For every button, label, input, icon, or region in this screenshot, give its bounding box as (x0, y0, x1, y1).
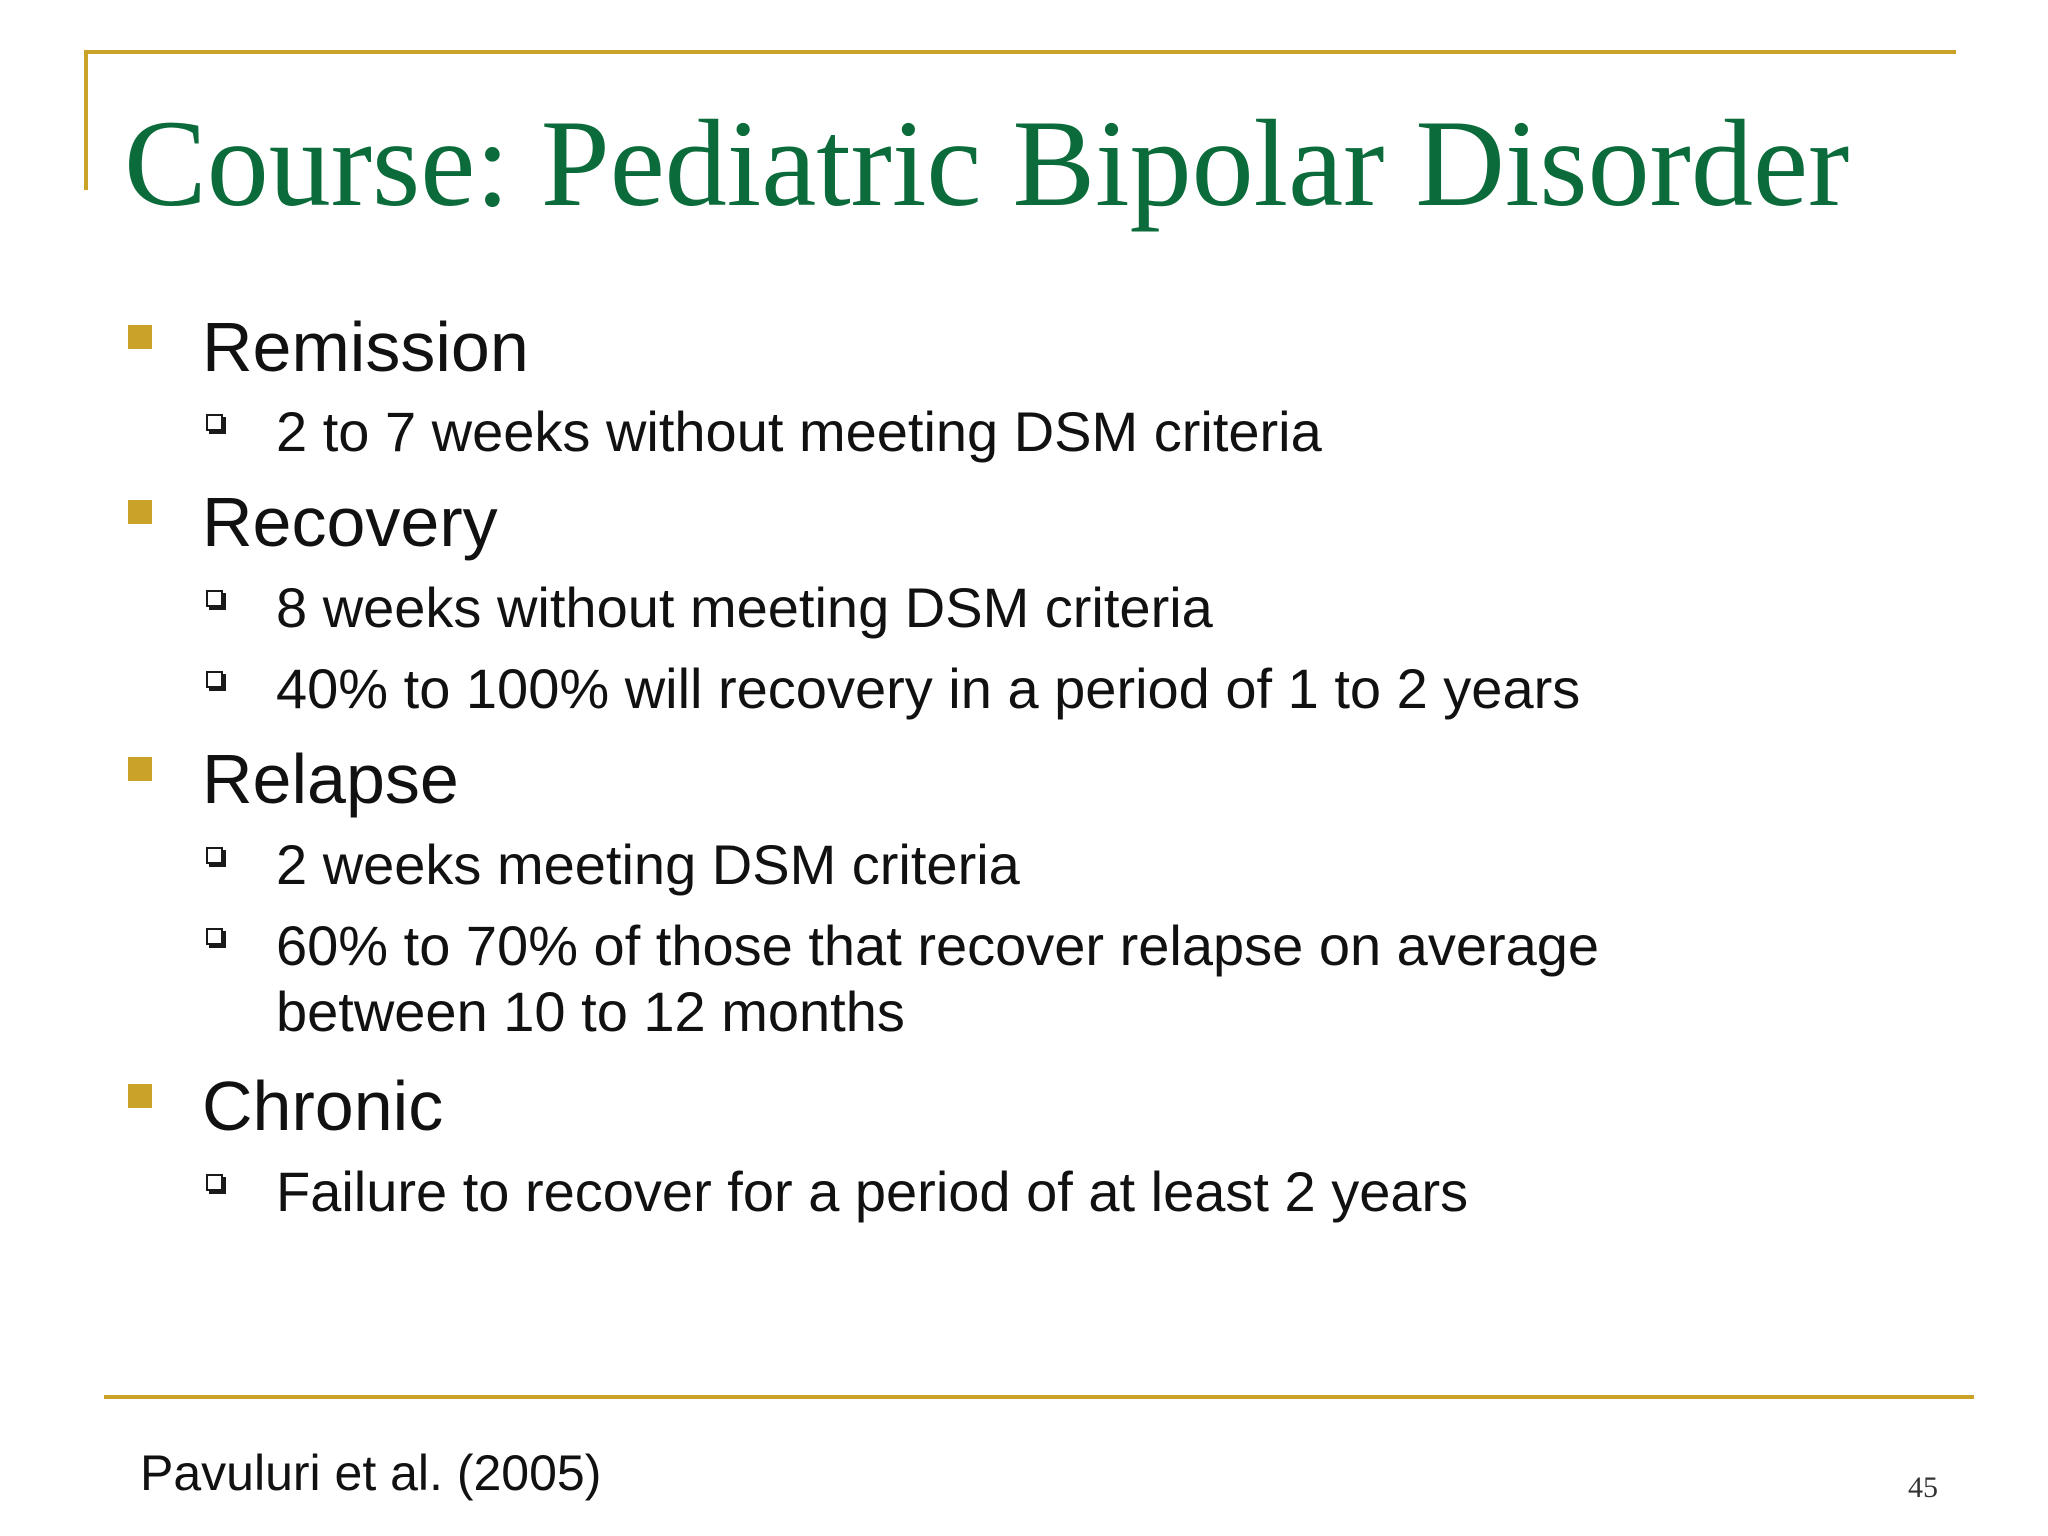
sub-bullet-text: 2 to 7 weeks without meeting DSM criteria (276, 400, 1322, 463)
slide-title: Course: Pediatric Bipolar Disorder (124, 95, 1850, 232)
bullet-heading: Remission (202, 308, 529, 386)
sub-bullet-text: Failure to recover for a period of at least 2 years (276, 1160, 1469, 1223)
bullet-heading: Relapse (202, 740, 459, 818)
left-divider (84, 50, 88, 190)
sub-bullet-square-icon (206, 590, 223, 607)
sub-bullet-square-icon (206, 928, 223, 945)
citation: Pavuluri et al. (2005) (140, 1445, 602, 1501)
sub-bullet-text: 8 weeks without meeting DSM criteria (276, 576, 1213, 639)
sub-bullet-text: between 10 to 12 months (276, 980, 905, 1043)
bullet-square-icon (128, 1084, 152, 1108)
bullet-square-icon (128, 757, 152, 781)
bullet-heading: Chronic (202, 1067, 444, 1145)
bottom-divider (104, 1395, 1974, 1399)
sub-bullet-square-icon (206, 1174, 223, 1191)
sub-bullet-text: 40% to 100% will recovery in a period of 1 to 2 years (276, 657, 1581, 720)
top-divider (84, 50, 1956, 54)
bullet-square-icon (128, 500, 152, 524)
sub-bullet-square-icon (206, 671, 223, 688)
slide-number: 45 (1908, 1471, 1938, 1504)
sub-bullet-square-icon (206, 414, 223, 431)
bullet-heading: Recovery (202, 483, 498, 561)
sub-bullet-square-icon (206, 847, 223, 864)
bullet-square-icon (128, 325, 152, 349)
sub-bullet-text: 60% to 70% of those that recover relapse on average (276, 914, 1600, 977)
sub-bullet-text: 2 weeks meeting DSM criteria (276, 833, 1020, 896)
